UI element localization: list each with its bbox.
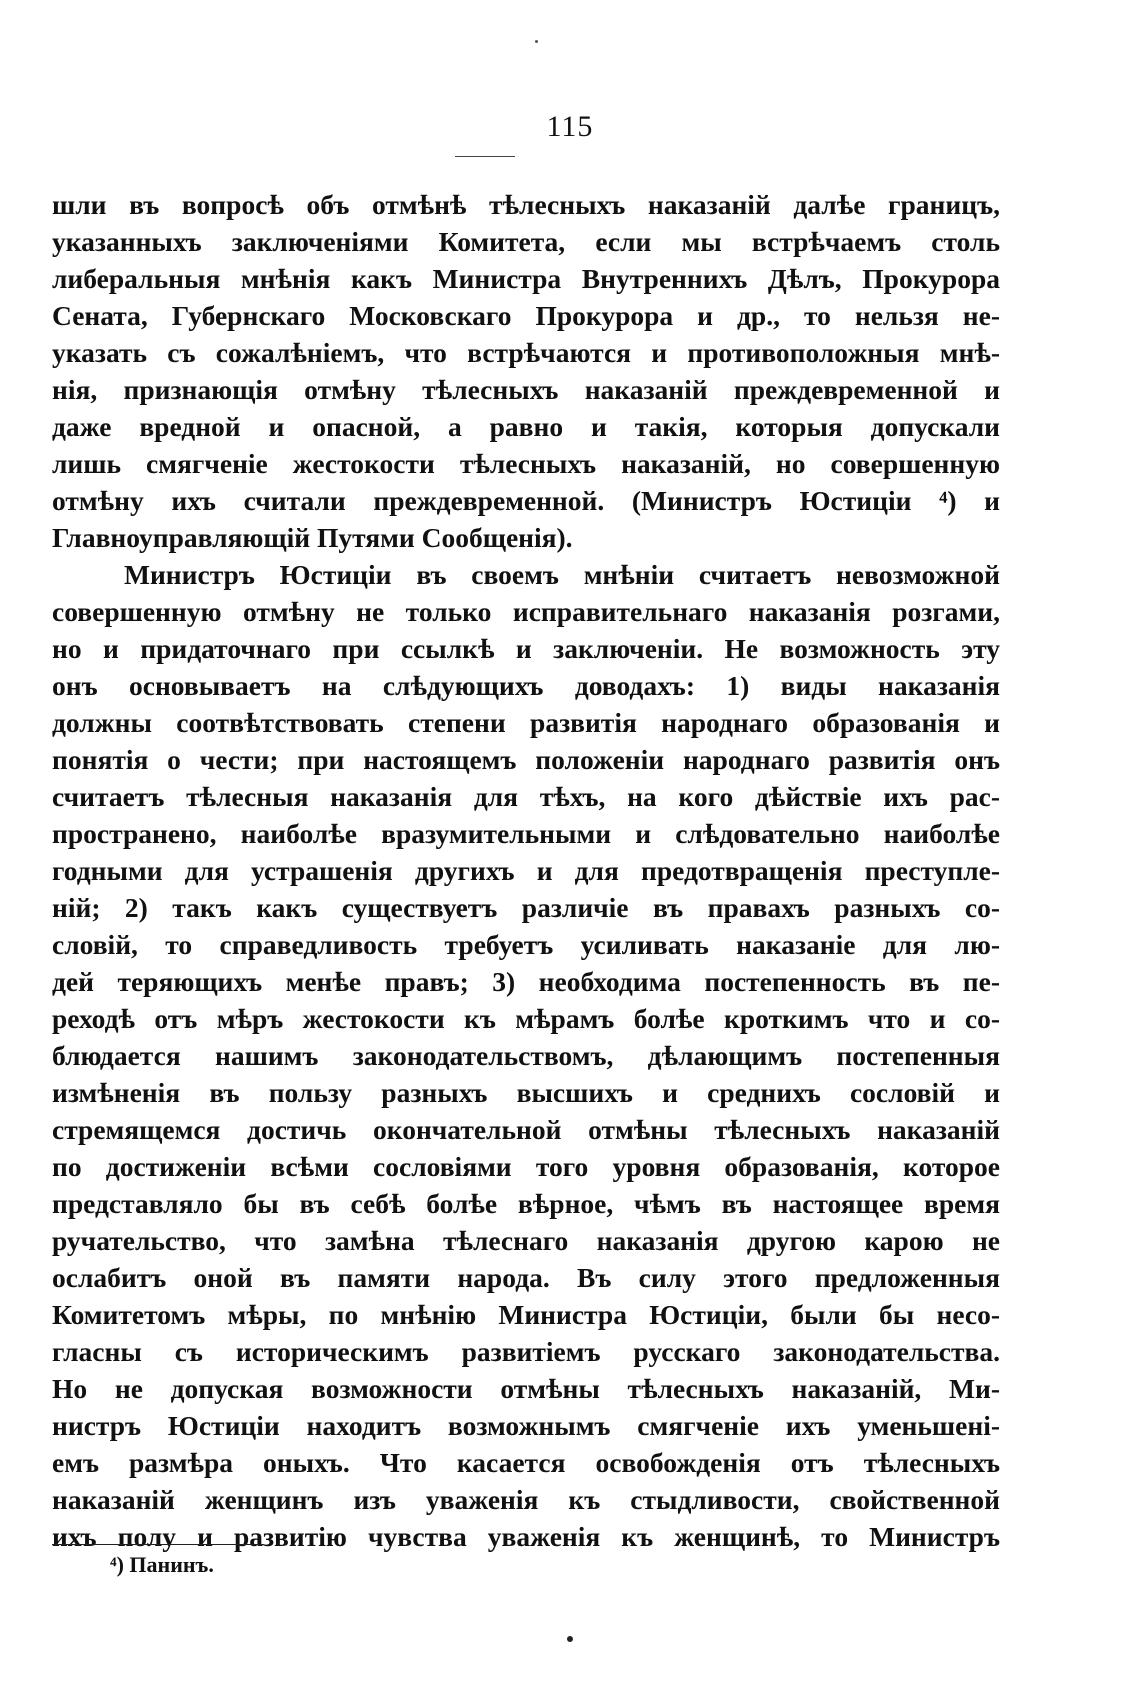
- footnote-separator: [52, 1544, 264, 1545]
- body-text: [52, 186, 1000, 1555]
- text-line: годными для устрашенія другихъ и для предотвращенія преступле-: [52, 855, 1000, 886]
- text-line: Комитетомъ мѣры, по мнѣнію Министра Юстиціи, были бы несо-: [52, 1299, 1000, 1330]
- text-line: совершенную отмѣну не только исправительнаго наказанія розгами,: [52, 596, 1000, 627]
- page-number: 115: [546, 110, 594, 143]
- text-line: Главноуправляющій Путями Сообщенія).: [52, 522, 573, 553]
- text-line: нія, признающія отмѣну тѣлесныхъ наказаній преждевременной и: [52, 374, 1000, 405]
- text-line: наказаній женщинъ изъ уваженія къ стыдливости, свойственной: [52, 1484, 1000, 1515]
- text-line: понятія о чести; при настоящемъ положеніи народнаго развитія онъ: [52, 744, 1000, 775]
- scan-speck: [535, 40, 538, 43]
- text-line: указанныхъ заключеніями Комитета, если мы встрѣчаемъ столь: [52, 226, 1000, 257]
- text-line: даже вредной и опасной, а равно и такія, которыя допускали: [52, 411, 1000, 442]
- text-line: должны соотвѣтствовать степени развитія народнаго образованія и: [52, 707, 1000, 738]
- text-line: стремящемся достичь окончательной отмѣны тѣлесныхъ наказаній: [52, 1114, 1000, 1145]
- footnote: ⁴) Панинъ.: [110, 1552, 214, 1577]
- text-line: блюдается нашимъ законодательствомъ, дѣлающимъ постепенныя: [52, 1040, 1000, 1071]
- text-line: онъ основываетъ на слѣдующихъ доводахъ: 1) виды наказанія: [52, 670, 1000, 701]
- text-line: считаетъ тѣлесныя наказанія для тѣхъ, на кого дѣйствіе ихъ рас-: [52, 781, 1000, 812]
- text-line: представляло бы въ себѣ болѣе вѣрное, чѣмъ въ настоящее время: [52, 1188, 1000, 1219]
- text-line: ихъ полу и развитію чувства уваженія къ женщинѣ, то Министръ: [52, 1521, 1000, 1552]
- text-line: по достиженіи всѣми сословіями того уровня образованія, которое: [52, 1151, 1000, 1182]
- text-line: Но не допуская возможности отмѣны тѣлесныхъ наказаній, Ми-: [52, 1373, 1000, 1404]
- text-line: ослабитъ оной въ памяти народа. Въ силу этого предложенныя: [52, 1262, 1000, 1293]
- text-line: отмѣну ихъ считали преждевременной. (Министръ Юстиціи ⁴) и: [52, 485, 1000, 516]
- text-line: либеральныя мнѣнія какъ Министра Внутреннихъ Дѣлъ, Прокурора: [52, 263, 1000, 294]
- text-line: емъ размѣра оныхъ. Что касается освобожденія отъ тѣлесныхъ: [52, 1447, 1000, 1478]
- text-line: шли въ вопросѣ объ отмѣнѣ тѣлесныхъ наказаній далѣе границъ,: [52, 189, 1000, 220]
- text-line: словій, то справедливость требуетъ усиливать наказаніе для лю-: [52, 929, 1000, 960]
- text-line: измѣненія въ пользу разныхъ высшихъ и среднихъ сословій и: [52, 1077, 1000, 1108]
- text-line: дей теряющихъ менѣе правъ; 3) необходима постепенность въ пе-: [52, 966, 1000, 997]
- text-line: указать съ сожалѣніемъ, что встрѣчаются и противоположныя мнѣ-: [52, 337, 1000, 368]
- text-line: нистръ Юстиціи находитъ возможнымъ смягченіе ихъ уменьшені-: [52, 1410, 1000, 1441]
- text-line: ній; 2) такъ какъ существуетъ различіе въ правахъ разныхъ со-: [52, 892, 1000, 923]
- text-line: лишь смягченіе жестокости тѣлесныхъ наказаній, но совершенную: [52, 448, 1000, 479]
- page-number-underline: [455, 156, 515, 157]
- paragraph-start-line: Министръ Юстиціи въ своемъ мнѣніи считаетъ невозможной: [124, 559, 1000, 590]
- text-line: гласны съ историческимъ развитіемъ русскаго законодательства.: [52, 1336, 1000, 1367]
- scan-speck: [567, 1636, 573, 1642]
- text-line: ручательство, что замѣна тѣлеснаго наказанія другою карою не: [52, 1225, 1000, 1256]
- text-line: Сената, Губернскаго Московскаго Прокурора и др., то нельзя не-: [52, 300, 1000, 331]
- text-line: реходѣ отъ мѣръ жестокости къ мѣрамъ болѣе кроткимъ что и со-: [52, 1003, 1000, 1034]
- text-line: но и придаточнаго при ссылкѣ и заключеніи. Не возможность эту: [52, 633, 1000, 664]
- text-line: пространено, наиболѣе вразумительными и слѣдовательно наиболѣе: [52, 818, 1000, 849]
